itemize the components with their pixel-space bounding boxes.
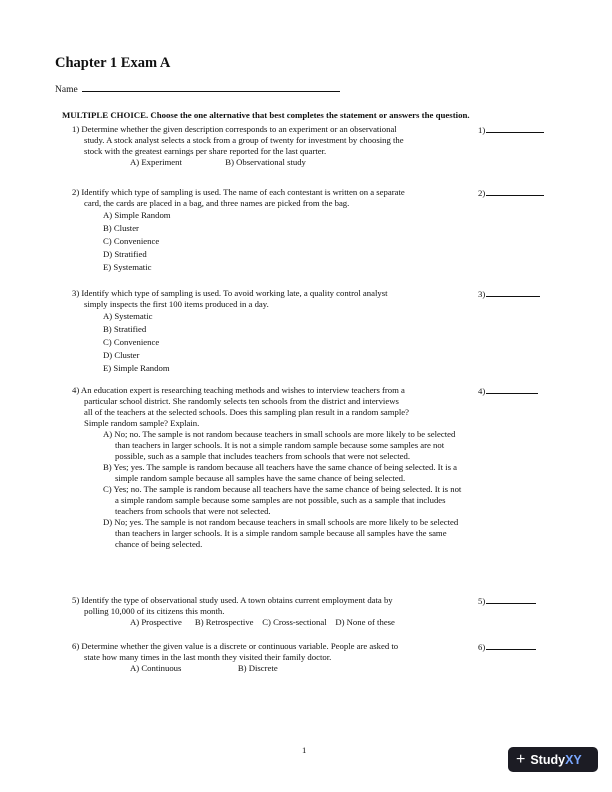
name-field-row [55,82,340,95]
question-1 [72,124,467,168]
option: B) Yes; yes. The sample is random because all teachers have the same chance of being selected. It is a simple random sample because all samples have the same chance of being selected. [103,462,457,483]
section-heading: MULTIPLE CHOICE. Choose the one alternative that best completes the statement or answers the question. [62,110,470,120]
page-number: 1 [302,745,307,755]
question-2 [72,187,467,273]
name-blank-line[interactable] [82,82,340,92]
question-stem: 6) Determine whether the given value is a discrete or continuous variable. People are asked to [72,641,399,651]
answer-blank-6[interactable]: 6) [478,641,536,652]
question-stem: all of the teachers at the selected schools. Does this sampling plan result in a random sample? [84,407,409,417]
option: E) Simple Random [103,363,170,373]
page-title: Chapter 1 Exam A [55,55,171,71]
option: E) Systematic [103,262,152,272]
question-stem: 4) An education expert is researching teaching methods and wishes to interview teachers from a [72,385,405,395]
option: D) Cluster [103,350,140,360]
question-stem: simply inspects the first 100 items produced in a day. [84,299,269,309]
question-stem: 5) Identify the type of observational study used. A town obtains current employment data by [72,595,393,605]
answer-blank-5[interactable]: 5) [478,595,536,606]
answer-blank-3[interactable]: 3) [478,288,540,299]
answer-options: A) Prospective B) Retrospective C) Cross-sectional D) None of these [130,617,395,627]
answer-blank-1[interactable]: 1) [478,124,544,135]
question-5 [72,595,467,628]
question-stem: 2) Identify which type of sampling is used. The name of each contestant is written on a separate [72,187,405,197]
question-3 [72,288,467,374]
option: A) Simple Random [103,210,171,220]
answer-options: A) Experiment B) Observational study [130,157,306,167]
question-4 [72,385,474,550]
name-label: Name [55,85,78,95]
option: C) Convenience [103,236,160,246]
question-stem: state how many times in the last month they visited their family doctor. [84,652,332,662]
question-stem: card, the cards are placed in a bag, and three names are picked from the bag. [84,198,350,208]
option: D) Stratified [103,249,147,259]
question-stem: 1) Determine whether the given description corresponds to an experiment or an observational [72,124,397,134]
question-stem: 3) Identify which type of sampling is used. To avoid working late, a quality control analyst [72,288,388,298]
option: D) No; yes. The sample is not random because teachers in small schools are more likely to be selected than teachers in larger schools. It is a simple random sample because all samples have the same chance of being selected. [103,517,459,549]
answer-blank-4[interactable]: 4) [478,385,538,396]
plus-icon: + [516,750,526,768]
option: B) Stratified [103,324,147,334]
question-stem: Simple random sample? Explain. [84,418,200,428]
question-stem: particular school district. She randomly selects ten schools from the district and interviews [84,396,399,406]
answer-blank-2[interactable]: 2) [478,187,544,198]
question-6 [72,641,467,674]
badge-suffix: XY [565,752,582,767]
option: A) No; no. The sample is not random because teachers in small schools are more likely to be selected than teachers in larger schools. It is not a simple random sample because some samples are not possible, such as a sample that includes teachers from schools that were not selected. [103,429,456,461]
option: C) Convenience [103,337,160,347]
question-stem: stock with the greatest earnings per share reported for the last quarter. [84,146,327,156]
badge-prefix: Study [530,752,566,767]
option: B) Cluster [103,223,139,233]
question-stem: study. A stock analyst selects a stock from a group of twenty for investment by choosing the [84,135,404,145]
option: C) Yes; no. The sample is random because all teachers have the same chance of being selected. It is not a simple random sample because some samples are not possible, such as a sample that includes teachers from schools that were not selected. [103,484,462,516]
question-stem: polling 10,000 of its citizens this month. [84,606,225,616]
answer-options: A) Continuous B) Discrete [130,663,278,673]
option: A) Systematic [103,311,153,321]
studyxy-badge[interactable] [508,747,598,772]
